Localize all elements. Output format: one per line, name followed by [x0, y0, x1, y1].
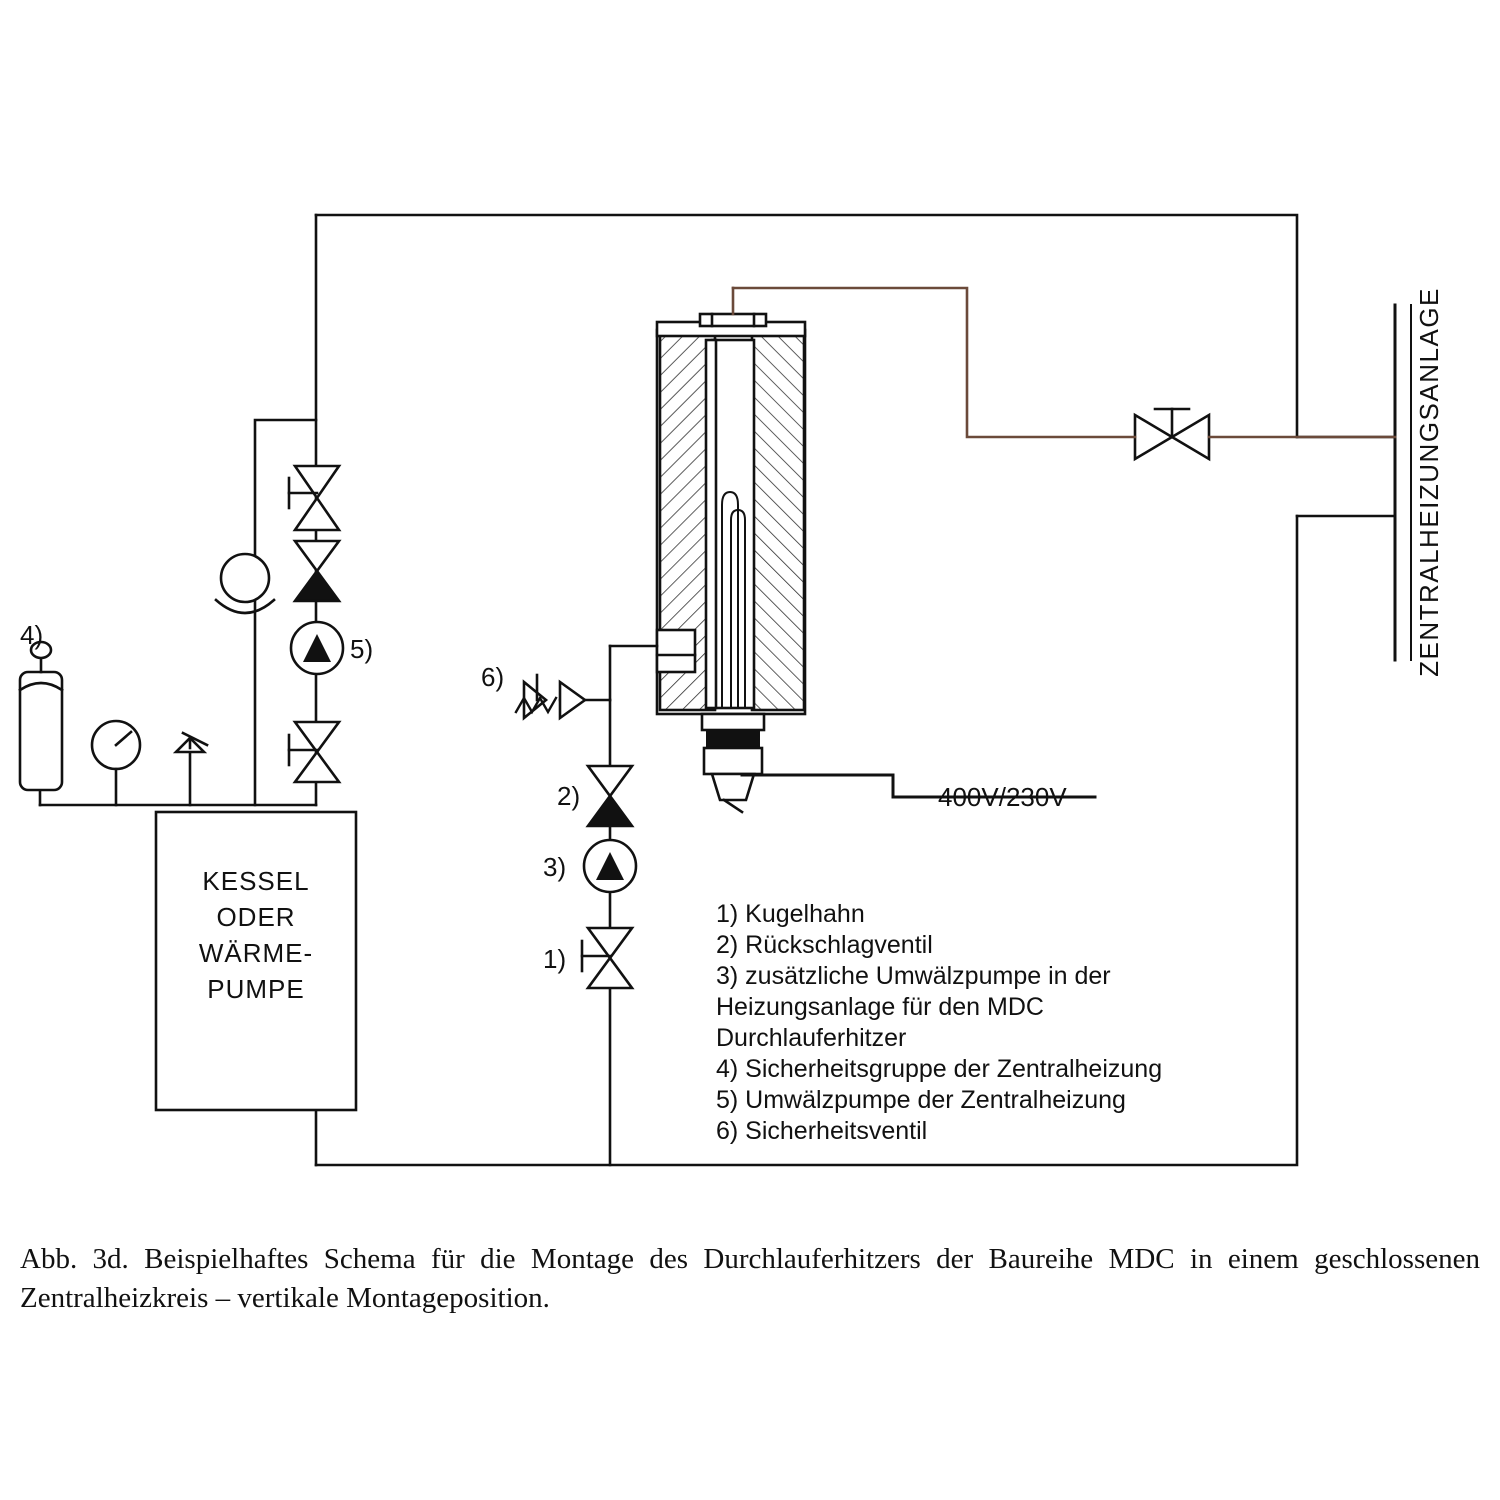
heater-bottom-flange — [702, 714, 764, 730]
heater-hatch-right — [752, 334, 804, 710]
legend-line-6: 5) Umwälzpumpe der Zentralheizung — [716, 1086, 1126, 1114]
callout-6: 6) — [481, 662, 505, 692]
boiler-label-line2: ODER — [216, 902, 296, 932]
pressure-gauge — [92, 721, 140, 805]
check-valve-left — [295, 541, 339, 601]
central-heating-label: ZENTRALHEIZUNGSANLAGE — [1414, 287, 1444, 677]
ball-valve-right — [1135, 409, 1209, 459]
legend-line-0: 1) Kugelhahn — [716, 900, 865, 928]
ball-valve-lower-left — [289, 722, 339, 782]
expansion-vessel — [20, 642, 62, 790]
safety-valve-small — [176, 733, 207, 805]
heater-collar — [706, 730, 760, 748]
boiler-label-line1: KESSEL — [202, 866, 310, 896]
pump-3 — [584, 840, 636, 892]
bypass-valve-circle — [221, 554, 269, 602]
heater-inlet-port — [657, 630, 695, 672]
heater-top-port — [700, 314, 766, 326]
heater-terminal-box — [704, 748, 762, 774]
heater-chamber-liner — [706, 340, 716, 708]
ball-valve-1 — [582, 928, 632, 988]
legend-line-1: 2) Rückschlagventil — [716, 931, 933, 959]
pump-5 — [291, 622, 343, 674]
ball-valve-upper-left — [289, 466, 339, 530]
boiler-label-line4: PUMPE — [207, 974, 305, 1004]
legend-line-3: Heizungsanlage für den MDC — [716, 993, 1044, 1021]
legend-line-4: Durchlauferhitzer — [716, 1024, 907, 1052]
boiler-label-line3: WÄRME- — [198, 938, 314, 968]
check-valve-2 — [588, 766, 632, 826]
pipe-top-main — [316, 215, 1297, 437]
power-label: 400V/230V — [938, 782, 1067, 812]
figure-caption: Abb. 3d. Beispielhaftes Schema für die Montage des Durchlauferhitzers der Baureihe MDC in einem geschlossenen Zentralheizkreis – vertikale Montageposition. — [20, 1243, 1480, 1315]
callout-1: 1) — [543, 944, 567, 974]
callout-3: 3) — [543, 852, 567, 882]
heater-chamber — [712, 340, 754, 708]
heater-cable-gland — [712, 774, 754, 800]
legend-line-5: 4) Sicherheitsgruppe der Zentralheizung — [716, 1055, 1163, 1083]
safety-valve-6 — [516, 675, 610, 718]
callout-4: 4) — [20, 620, 44, 650]
callout-2: 2) — [557, 781, 581, 811]
legend-line-2: 3) zusätzliche Umwälzpumpe in der — [716, 962, 1111, 990]
callout-5: 5) — [350, 634, 374, 664]
legend-line-7: 6) Sicherheitsventil — [716, 1117, 928, 1145]
